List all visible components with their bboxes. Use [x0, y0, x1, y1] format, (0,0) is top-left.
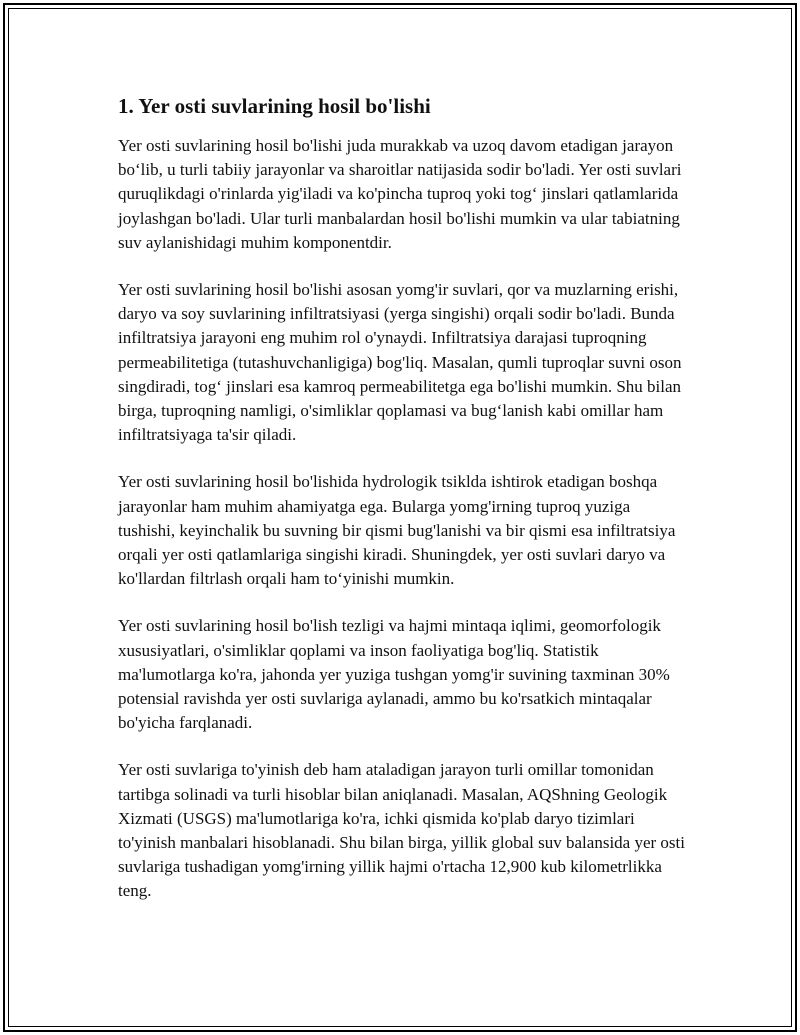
paragraph-3: Yer osti suvlarining hosil bo'lishida hydrologik tsiklda ishtirok etadigan boshqa jarayonlar ham muhim ahamiyatga ega. Bularga yomg'irning tuproq yuziga tushishi, keyinchalik bu suvning bir qismi bug'lanishi va bir qismi esa infiltratsiya orqali yer osti qatlamlariga singishi kiradi. Shuningdek, yer osti suvlari daryo va ko'llardan filtrlash orqali ham to‘yinishi mumkin.: [118, 472, 676, 589]
paragraph-4: Yer osti suvlarining hosil bo'lish tezligi va hajmi mintaqa iqlimi, geomorfologik xususiyatlari, o'simliklar qoplami va inson faoliyatiga bog'liq. Statistik ma'lumotlarga ko'ra, jahonda yer yuziga tushgan yomg'ir suvining taxminan 30% potensial ravishda yer osti suvlariga aylanadi, ammo bu ko'rsatkich mintaqalar bo'yicha farqlanadi.: [118, 616, 670, 733]
paragraph-2: Yer osti suvlarining hosil bo'lishi asosan yomg'ir suvlari, qor va muzlarning erishi, daryo va soy suvlarining infiltratsiyasi (yerga singishi) orqali sodir bo'ladi. Bunda infiltratsiya jarayoni eng muhim rol o'ynaydi. Infiltratsiya darajasi tuproqning permeabilitetiga (tutashuvchanligiga) bog'liq. Masalan, qumli tuproqlar suvni oson singdiradi, tog‘ jinslari esa kamroq permeabilitetga ega bo'lishi mumkin. Shu bilan birga, tuproqning namligi, o'simliklar qoplamasi va bug‘lanish kabi omillar ham infiltratsiyaga ta'sir qiladi.: [118, 280, 682, 445]
paragraph-1: Yer osti suvlarining hosil bo'lishi juda murakkab va uzoq davom etadigan jarayon bo‘lib, u turli tabiiy jarayonlar va sharoitlar natijasida sodir bo'ladi. Yer osti suvlari quruqlikdagi o'rinlarda yig'iladi va ko'pincha tuproq yoki tog‘ jinslari qatlamlarida joylashgan bo'ladi. Ular turli manbalardan hosil bo'lishi mumkin va ular tabiatning suv aylanishidagi muhim komponentdir.: [118, 136, 682, 252]
document-body: [118, 92, 690, 927]
paragraph-5: Yer osti suvlariga to'yinish deb ham ataladigan jarayon turli omillar tomonidan tartibga solinadi va turli hisoblar bilan aniqlanadi. Masalan, AQShning Geologik Xizmati (USGS) ma'lumotlariga ko'ra, ichki qismida ko'plab daryo tizimlari to'yinish manbalari hisoblanadi. Shu bilan birga, yillik global suv balansida yer osti suvlariga tushadigan yomg'irning yillik hajmi o'rtacha 12,900 kub kilometrlikka teng.: [118, 760, 685, 901]
section-heading: 1. Yer osti suvlarining hosil bo'lishi: [118, 94, 431, 118]
